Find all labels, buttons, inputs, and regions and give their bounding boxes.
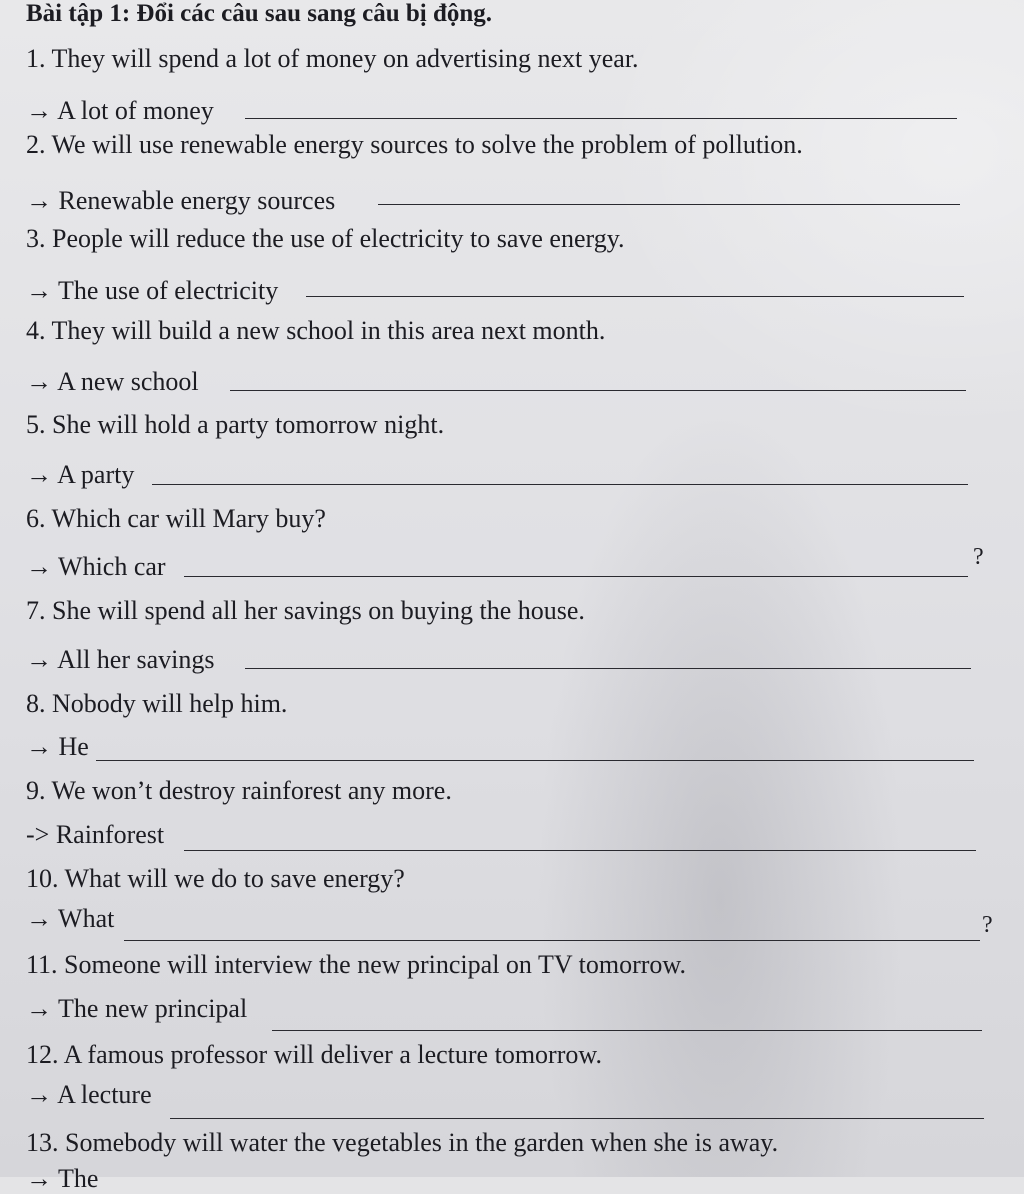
answer-line-6[interactable] (184, 576, 968, 577)
answer-line-7[interactable] (245, 668, 971, 669)
question-13: 13. Somebody will water the vegetables in the garden when she is away. (26, 1128, 779, 1157)
question-5: 5. She will hold a party tomorrow night. (26, 410, 445, 439)
answer-line-11[interactable] (272, 1030, 982, 1031)
answer-line-5[interactable] (152, 484, 968, 485)
answer-line-12[interactable] (170, 1118, 984, 1119)
question-mark-6: ? (973, 544, 984, 570)
question-12: 12. A famous professor will deliver a lecture tomorrow. (26, 1040, 602, 1069)
question-1: 1. They will spend a lot of money on advertising next year. (26, 44, 639, 73)
answer-line-10[interactable] (124, 940, 980, 941)
answer-line-3[interactable] (306, 296, 964, 297)
question-mark-10: ? (982, 912, 993, 938)
answer-line-8[interactable] (96, 760, 974, 761)
question-4: 4. They will build a new school in this area next month. (26, 316, 606, 345)
answer-prompt-8: → He (26, 732, 89, 761)
question-11: 11. Someone will interview the new principal on TV tomorrow. (26, 950, 686, 979)
answer-line-9[interactable] (184, 850, 976, 851)
exercise-title: Bài tập 1: Đổi các câu sau sang câu bị động. (26, 0, 493, 27)
question-9: 9. We won’t destroy rainforest any more. (26, 776, 452, 805)
question-2: 2. We will use renewable energy sources to solve the problem of pollution. (26, 130, 803, 159)
answer-prompt-3: → The use of electricity (26, 276, 279, 305)
question-7: 7. She will spend all her savings on buying the house. (26, 596, 585, 625)
answer-prompt-12: → A lecture (26, 1080, 152, 1109)
answer-prompt-9: -> Rainforest (26, 820, 165, 849)
answer-prompt-10: → What (26, 904, 115, 933)
answer-line-1[interactable] (245, 118, 957, 119)
answer-prompt-6: → Which car (26, 552, 166, 581)
answer-prompt-2: → Renewable energy sources (26, 186, 336, 215)
question-3: 3. People will reduce the use of electricity to save energy. (26, 224, 625, 253)
answer-prompt-7: → All her savings (26, 645, 215, 674)
answer-prompt-1: → A lot of money (26, 96, 214, 125)
answer-prompt-4: → A new school (26, 367, 199, 396)
question-6: 6. Which car will Mary buy? (26, 504, 326, 533)
answer-prompt-13: → The (26, 1164, 99, 1193)
answer-line-2[interactable] (378, 204, 960, 205)
question-10: 10. What will we do to save energy? (26, 864, 405, 893)
question-8: 8. Nobody will help him. (26, 689, 288, 718)
answer-prompt-11: → The new principal (26, 994, 248, 1023)
answer-line-4[interactable] (230, 390, 966, 391)
answer-prompt-5: → A party (26, 460, 135, 489)
